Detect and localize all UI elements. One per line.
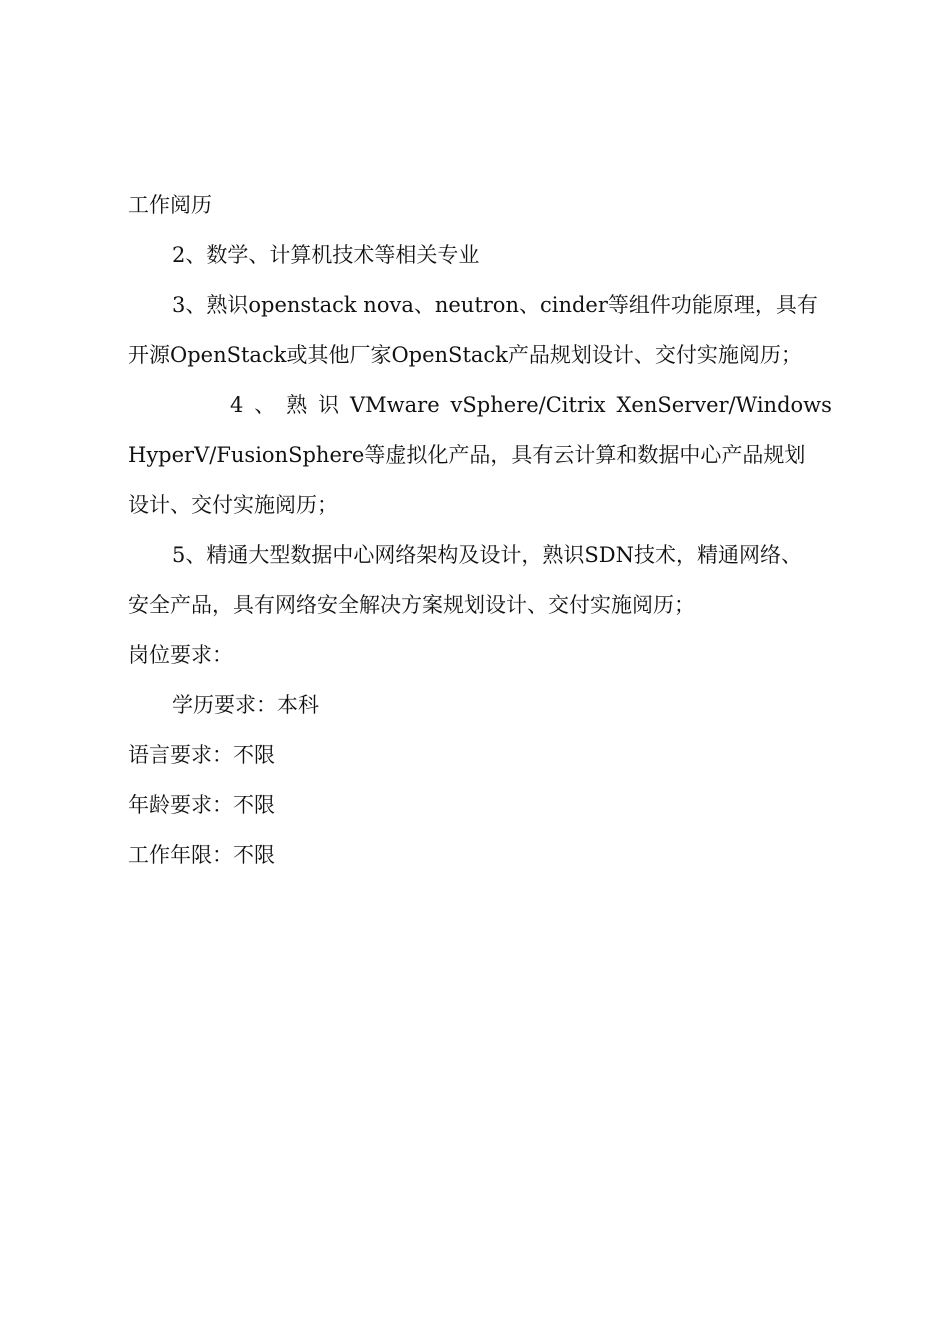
requirement-item-4-line-3: 设计、交付实施阅历； [128,493,338,517]
requirement-item-3-line-2: 开源OpenStack或其他厂家OpenStack产品规划设计、交付实施阅历； [128,343,802,367]
item-4-word-2: 识 [318,393,340,417]
item-4-separator: 、 [254,393,276,417]
age-requirement: 年龄要求：不限 [128,793,275,817]
item-4-number: 4 [230,393,244,417]
item-4-product-2: vSphere/Citrix [450,393,606,417]
requirement-item-2: 2、数学、计算机技术等相关专业 [172,243,480,267]
years-of-experience-requirement: 工作年限：不限 [128,843,275,867]
section-heading-job-requirements: 岗位要求： [128,643,233,667]
education-requirement: 学历要求：本科 [172,693,319,717]
requirement-item-5-line-1: 5、精通大型数据中心网络架构及设计，熟识SDN技术，精通网络、 [172,543,802,567]
item-4-word-1: 熟 [286,393,308,417]
requirement-item-4-line-1 [230,390,832,420]
section-heading-work-experience: 工作阅历 [128,193,212,217]
language-requirement: 语言要求：不限 [128,743,275,767]
requirement-item-5-line-2: 安全产品，具有网络安全解决方案规划设计、交付实施阅历； [128,593,695,617]
item-4-product-3: XenServer/Windows [616,393,832,417]
item-4-product-1: VMware [350,393,440,417]
requirement-item-4-line-2: HyperV/FusionSphere等虚拟化产品，具有云计算和数据中心产品规划 [128,443,806,467]
requirement-item-3-line-1: 3、熟识openstack nova、neutron、cinder等组件功能原理，具有 [172,293,818,317]
